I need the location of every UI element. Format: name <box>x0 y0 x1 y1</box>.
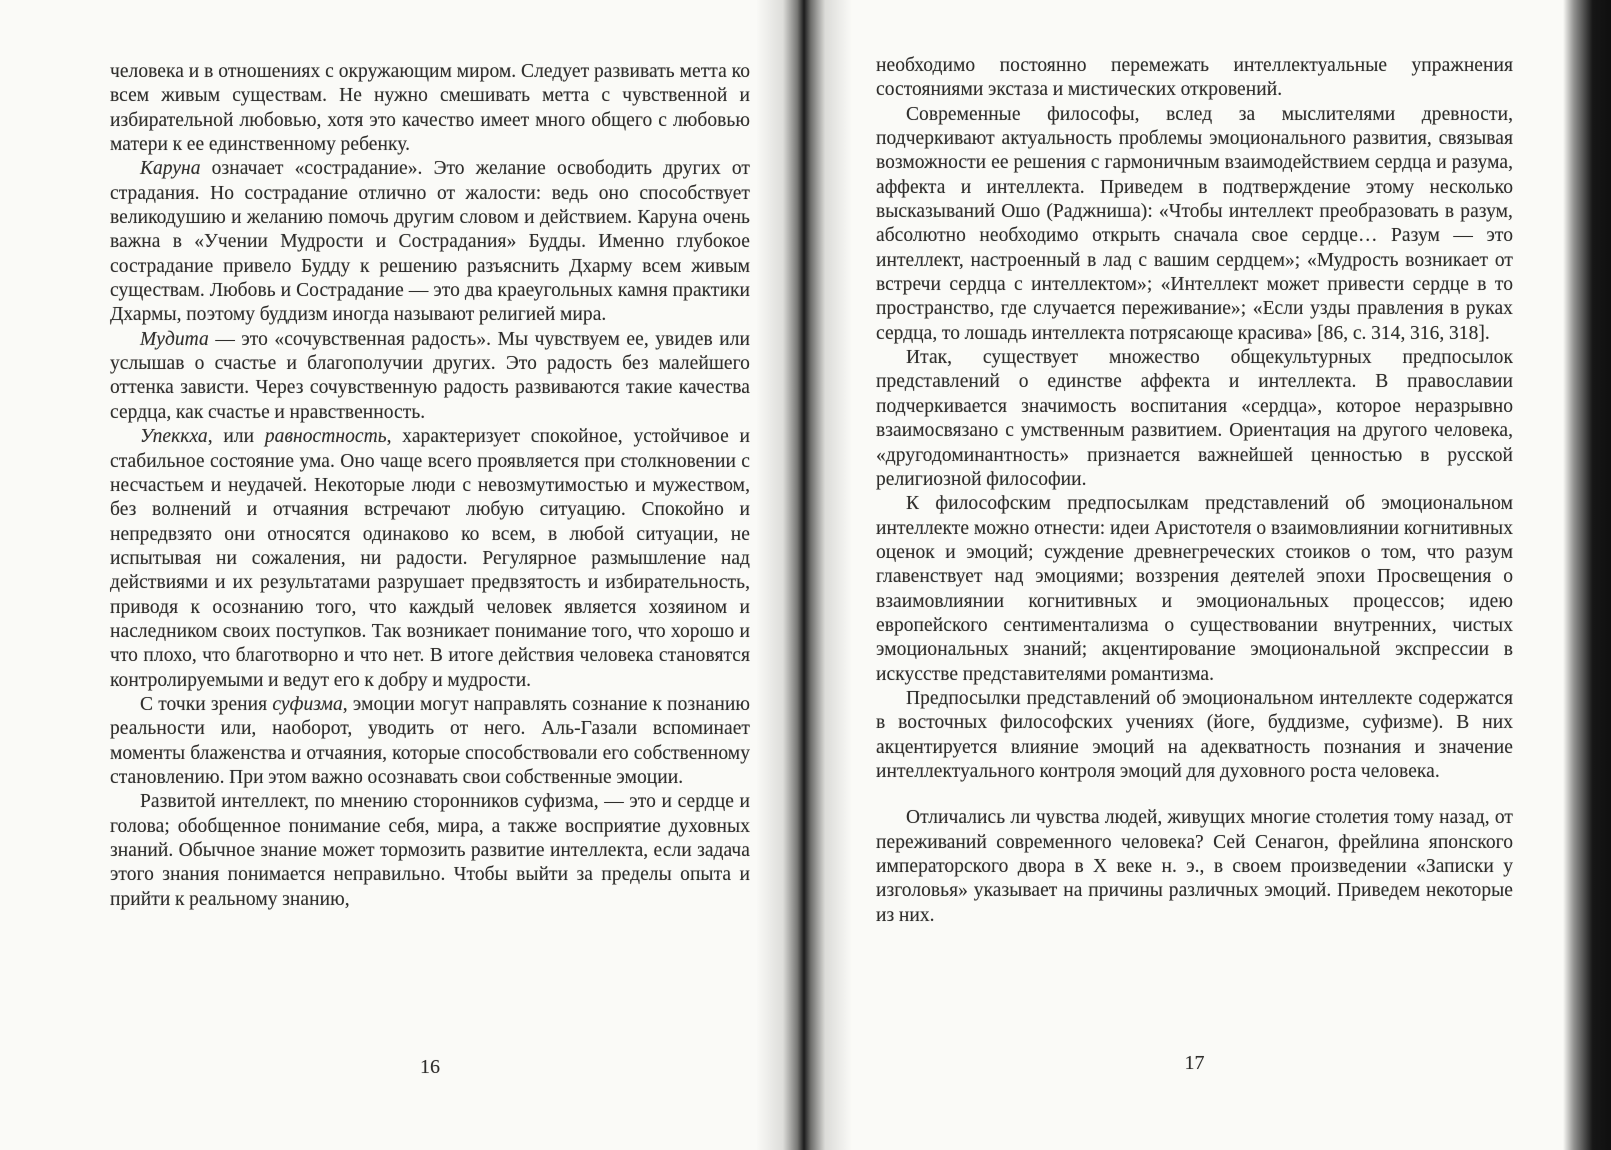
scan-right-edge-shadow <box>1563 0 1611 1150</box>
paragraph: Отличались ли чувства людей, живущих многие столетия тому назад, от переживаний современного человека? Сей Сенагон, фрейлина японского императорского двора в X веке н. э., в своем произведении «Записки у изголовья» указывает на причины различных эмоций. Приведем некоторые из них. <box>876 807 1513 926</box>
book-gutter-shadow <box>756 0 852 1150</box>
paragraph: Каруна означает «сострадание». Это желание освободить других от страдания. Но сострадание отлично от жалости: ведь оно способствует великодушию и желанию помочь другим словом и действием. Каруна очень важна в «Учении Мудрости и Сострадания» Будды. Именно глубокое сострадание привело Будду к решению разъяснить Дхарму всем живым существам. Любовь и Сострадание — это два краеугольных камня практики Дхармы, поэтому буддизм иногда называют религией мира. <box>110 158 750 326</box>
paragraph: С точки зрения суфизма, эмоции могут направлять сознание к познанию реальности или, наоборот, уводить от него. Аль-Газали вспоминает моменты блаженства и отчаяния, которые способствовали его собственному становлению. При этом важно осознавать свои собственные эмоции. <box>110 693 750 788</box>
paragraph: Мудита — это «сочувственная радость». Мы чувствуем ее, увидев или услышав о счастье и благополучии других. Это радость без малейшего оттенка зависти. Через сочувственную радость развиваются такие качества сердца, как счастье и нравственность. <box>110 328 750 423</box>
page-left-number: 16 <box>420 1056 440 1078</box>
paragraph: Предпосылки представлений об эмоциональном интеллекте содержатся в восточных философских учениях (йоге, буддизме, суфизме). В них акцентируется влияние эмоций на адекватность познания и значение интеллектуального контроля эмоций для духовного роста человека. <box>876 687 1513 782</box>
page-right-number: 17 <box>1184 1052 1205 1074</box>
paragraph: К философским предпосылкам представлений об эмоциональном интеллекте можно отнести: идеи Аристотеля о взаимовлиянии когнитивных оценок и эмоций; суждение древнегреческих стоиков о том, что разум главенствует над эмоциями; воззрения деятелей эпохи Просвещения о взаимовлиянии когнитивных и эмоциональных процессов; идею европейского сентиментализма о существовании внутренних, чистых эмоциональных знаний; акцентирование эмоциональной экспрессии в искусстве представителями романтизма. <box>876 493 1513 685</box>
paragraph: человека и в отношениях с окружающим миром. Следует развивать метта ко всем живым существам. Не нужно смешивать метта с чувственной и избирательной любовью, хотя это качество имеет много общего с любовью матери к ее единственному ребенку. <box>110 61 750 156</box>
paragraph: Итак, существует множество общекультурных предпосылок представлений о единстве аффекта и интеллекта. В православии подчеркивается значимость воспитания «сердца», которое неразрывно взаимосвязано с умственным развитием. Ориентация на другого человека, «другодоминантность» признается важнейшей ценностью в русской религиозной философии. <box>876 347 1513 490</box>
paragraph: необходимо постоянно перемежать интеллектуальные упражнения состояниями экстаза и мистических откровений. <box>876 55 1513 101</box>
paragraph: Развитой интеллект, по мнению сторонников суфизма, — это и сердце и голова; обобщенное понимание себя, мира, а также восприятие духовных знаний. Обычное знание может тормозить развитие интеллекта, если задача этого знания понимается неправильно. Чтобы выйти за пределы опыта и прийти к реальному знанию, <box>110 791 750 910</box>
paragraph: Упеккха, или равностность, характеризует спокойное, устойчивое и стабильное состояние ума. Оно чаще всего проявляется при столкновении с несчастьем и неудачей. Некоторые люди с невозмутимостью и мужеством, без волнений и отчаяния встречают любую ситуацию. Спокойно и непредвзято они относятся одинаково ко всем, в любой ситуации, не испытывая ни сожаления, ни радости. Регулярное размышление над действиями и их результатами разрушает предвзятость и избирательность, приводя к осознанию того, что каждый человек является хозяином и наследником своих поступков. Так возникает понимание того, что хорошо и что плохо, что благотворно и что нет. В итоге действия человека становятся контролируемыми и ведут его к добру и мудрости. <box>110 426 750 691</box>
page-right-text <box>876 54 1513 928</box>
paragraph: Современные философы, вслед за мыслителями древности, подчеркивают актуальность проблемы эмоционального развития, связывая возможности ее решения с гармоничным взаимодействием сердца и разума, аффекта и интеллекта. Приведем в подтверждение этому несколько высказываний Ошо (Раджниша): «Чтобы интеллект преобразовать в разум, абсолютно необходимо открыть сначала свое сердце… Разум — это интеллект, настроенный в лад с вашим сердцем»; «Мудрость возникает от встречи сердца с интеллектом»; «Интеллект может привести сердце в то пространство, где случается переживание»; «Если узды правления в руках сердца, то лошадь интеллекта потрясающе красива» [86, с. 314, 316, 318]. <box>876 103 1513 344</box>
page-left-text <box>110 60 750 912</box>
